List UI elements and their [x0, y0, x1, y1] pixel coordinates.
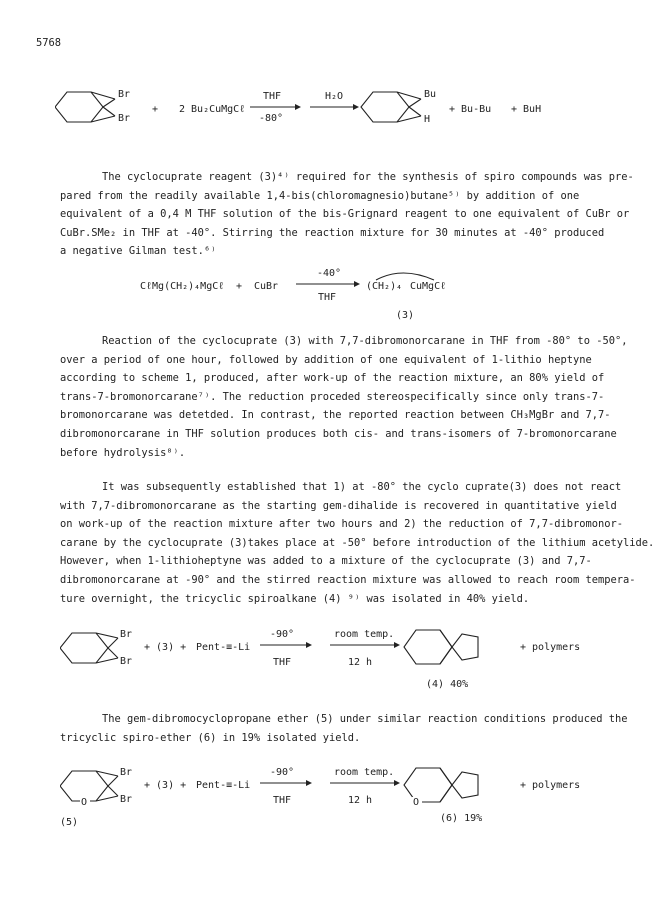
br-label: Br — [120, 629, 133, 640]
solvent-label: THF — [273, 795, 292, 806]
solvent-label: THF — [263, 91, 282, 102]
br-label: Br — [118, 89, 131, 100]
cuprate-reagent: 2 Bu₂CuMgCℓ — [179, 104, 246, 115]
butylene-chain: (CH₂)₄ — [366, 281, 403, 292]
butylnorcarane-structure — [361, 92, 421, 122]
text-line: according to scheme 1, produced, after work-up of the reaction mixture, an 80% yield of — [60, 372, 605, 385]
text-line: equivalent of a 0,4 M THF solution of the bis-Grignard reagent to one equivalent of CuBr or — [60, 208, 630, 221]
text-line: with 7,7-dibromonorcarane as the starting gem-dihalide is recovered in quantitative yield — [60, 499, 617, 512]
solvent-label: THF — [273, 657, 292, 668]
compound-label-6: (6) 19% — [440, 813, 483, 824]
paragraph-2 — [60, 332, 628, 462]
text-line: over a period of one hour, followed by addition of one equivalent of 1-lithio heptyne — [60, 353, 592, 366]
text-line: dibromonorcarane at -90° and the stirred reaction mixture was allowed to reach room tempera- — [60, 573, 636, 586]
cuprate-metal: CuMgCℓ — [410, 281, 447, 292]
plus-sign: + — [236, 281, 243, 292]
compound-label-4: (4) 40% — [426, 679, 469, 690]
page-number: 5768 — [36, 37, 62, 49]
spiroalkane-structure — [404, 630, 478, 664]
br-label: Br — [118, 113, 131, 124]
text-line: bromonorcarane was detetded. In contrast, the reported reaction between CH₃MgBr and 7,7- — [60, 409, 611, 422]
text-line: pared from the readily available 1,4-bis(chloromagnesio)butane⁵⁾ by addition of one — [60, 189, 580, 202]
condition-time: 12 h — [348, 657, 373, 668]
text-line: tricyclic spiro-ether (6) in 19% isolated yield. — [60, 731, 361, 744]
oxygen-label: O — [81, 797, 88, 808]
br-label: Br — [120, 656, 133, 667]
ring-bond — [376, 273, 434, 280]
dibromo-ether-structure — [60, 771, 118, 801]
dibromonorcarane-structure — [55, 92, 115, 122]
text-line: carane by the cyclocuprate (3)takes place at -50° before introduction of the lithium acetylide. — [60, 536, 655, 549]
paragraph-3 — [60, 478, 655, 608]
paragraph-1 — [60, 168, 634, 261]
plus-sign: + — [152, 104, 159, 115]
temperature-label: -40° — [317, 268, 342, 279]
byproduct-buh: + BuH — [511, 104, 542, 115]
bis-grignard-reagent: CℓMg(CH₂)₄MgCℓ — [140, 281, 225, 292]
scheme-4 — [60, 761, 620, 831]
temperature-label: -90° — [270, 629, 295, 640]
condition-temperature: room temp. — [334, 629, 395, 640]
oxygen-label: O — [413, 797, 420, 808]
condition-temperature: room temp. — [334, 767, 395, 778]
text-line: Reaction of the cyclocuprate (3) with 7,7-dibromonorcarane in THF from -80° to -50°, — [102, 335, 628, 347]
lithium-acetylide: Pent-≡-Li — [196, 780, 251, 791]
byproduct-bubu: + Bu-Bu — [449, 104, 492, 115]
compound-label-5: (5) — [60, 817, 79, 828]
text-line: CuBr.SMe₂ in THF at -40°. Stirring the reaction mixture for 30 minutes at -40° produced — [60, 226, 605, 239]
polymers-byproduct: + polymers — [520, 780, 581, 791]
lithium-acetylide: Pent-≡-Li — [196, 642, 251, 653]
text-line: The cyclocuprate reagent (3)⁴⁾ required for the synthesis of spiro compounds was pre- — [102, 171, 634, 183]
temperature-label: -90° — [270, 767, 295, 778]
text-line: dibromonorcarane in THF solution produces both cis- and trans-isomers of 7-bromonorcarane — [60, 427, 617, 440]
solvent-label: THF — [318, 292, 337, 303]
text-line: trans-7-bromonorcarane⁷⁾. The reduction proceded stereospecifically since only trans-7- — [60, 390, 605, 403]
bu-label: Bu — [424, 89, 437, 100]
cuprate-reagent: + (3) + — [144, 642, 187, 653]
text-line: a negative Gilman test.⁶⁾ — [60, 245, 217, 258]
h-label: H — [424, 114, 431, 125]
dibromonorcarane-structure — [60, 633, 118, 663]
text-line: on work-up of the reaction mixture after two hours and 2) the reduction of 7,7-dibromonor- — [60, 518, 624, 531]
text-line: The gem-dibromocyclopropane ether (5) under similar reaction conditions produced the — [102, 713, 628, 725]
text-line: before hydrolysis⁸⁾. — [60, 446, 186, 459]
br-label: Br — [120, 794, 133, 805]
copper-bromide: CuBr — [254, 281, 279, 292]
scheme-3 — [60, 623, 620, 693]
paragraph-4 — [60, 710, 628, 747]
cuprate-reagent: + (3) + — [144, 780, 187, 791]
compound-label-3: (3) — [396, 310, 415, 321]
text-line: However, when 1-lithioheptyne was added to a mixture of the cyclocuprate (3) and 7,7- — [60, 555, 592, 568]
text-line: It was subsequently established that 1) at -80° the cyclo cuprate(3) does not react — [102, 481, 622, 493]
text-line: ture overnight, the tricyclic spiroalkane (4) ⁹⁾ was isolated in 40% yield. — [60, 592, 530, 605]
br-label: Br — [120, 767, 133, 778]
scheme-2 — [140, 262, 480, 328]
quench-label: H₂O — [325, 91, 344, 102]
polymers-byproduct: + polymers — [520, 642, 581, 653]
scheme-1 — [55, 82, 615, 132]
condition-time: 12 h — [348, 795, 373, 806]
temperature-label: -80° — [259, 113, 284, 124]
